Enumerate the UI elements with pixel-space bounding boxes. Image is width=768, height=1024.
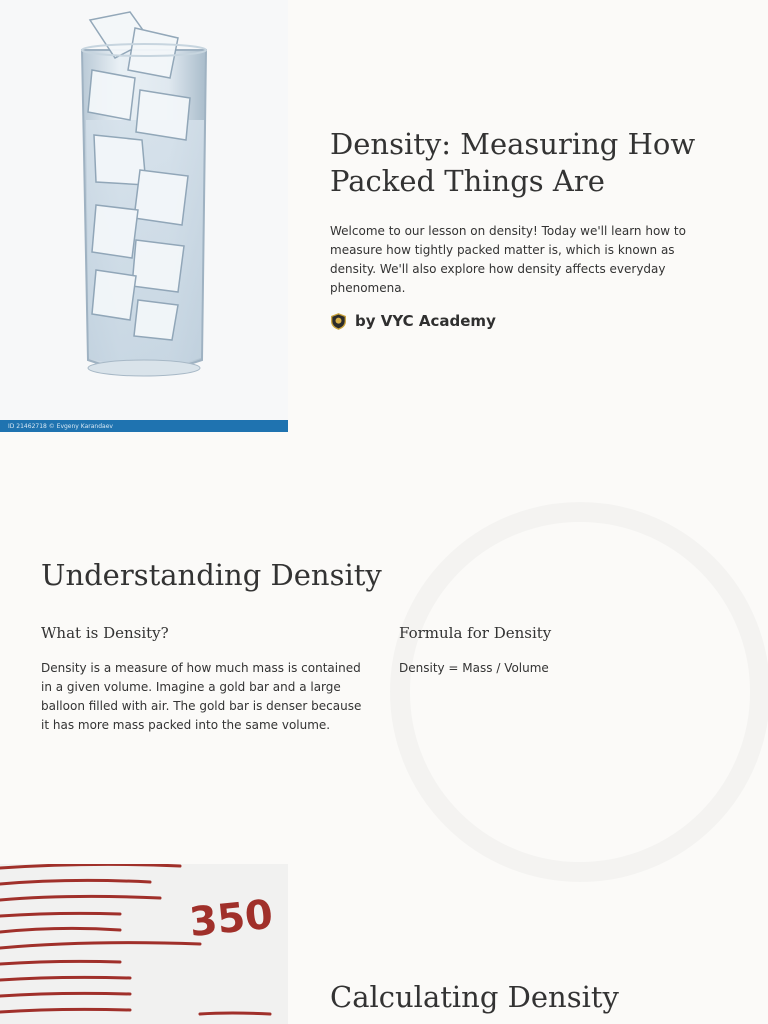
what-is-density-column: [41, 624, 371, 735]
understanding-slide: [0, 432, 768, 864]
column-title: What is Density?: [41, 624, 169, 642]
measuring-beaker-icon: [0, 864, 288, 1024]
ice-glass-image: [0, 0, 288, 432]
title-slide: [0, 0, 768, 432]
byline[interactable]: [330, 312, 730, 330]
byline-author: by VYC Academy: [355, 312, 496, 330]
formula-column: [399, 624, 729, 678]
intro-paragraph: Welcome to our lesson on density! Today we'll learn how to measure how tightly packed matter is, which is known as density. We'll also explore how density affects everyday phenomena.: [330, 224, 686, 295]
ice-glass-icon: [0, 0, 288, 432]
density-formula: Density = Mass / Volume: [399, 661, 549, 675]
calculating-slide: [0, 864, 768, 1024]
photo-credit-right: ID 21462718 © Evgeny Karandaev: [8, 422, 113, 430]
beaker-scale-label: 350: [187, 891, 276, 947]
column-body: Density is a measure of how much mass is contained in a given volume. Imagine a gold bar and a large balloon filled with air. The gold bar is denser because it has more mass packed into the same volume.: [41, 661, 362, 732]
title-block: [330, 126, 730, 330]
background-swirl-icon: [380, 492, 768, 892]
column-title: Formula for Density: [399, 624, 552, 642]
section-title: Understanding Density: [41, 558, 382, 592]
photo-credit-strip: [0, 420, 288, 432]
academy-logo-icon: [330, 313, 347, 330]
beaker-image: [0, 864, 288, 1024]
page-title: Density: Measuring How Packed Things Are: [330, 127, 696, 198]
section-title: Calculating Density: [330, 980, 619, 1014]
